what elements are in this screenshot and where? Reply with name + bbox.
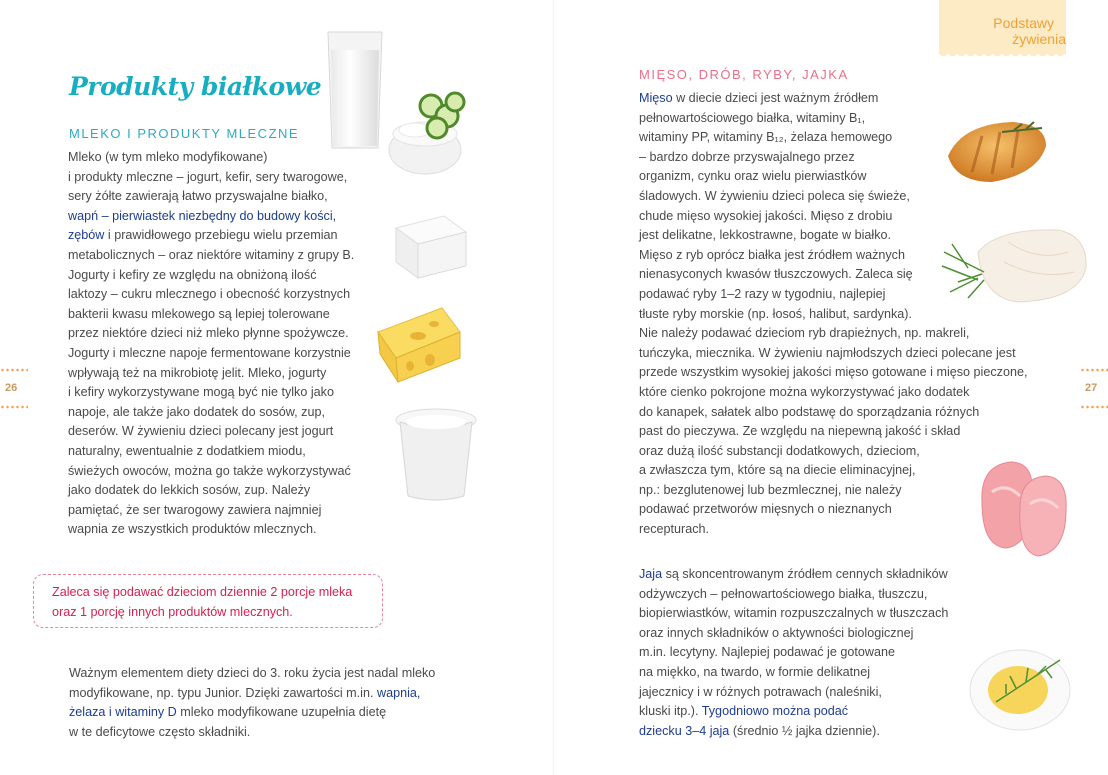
body-text: chude mięso wysokiej jakości. Mięso z drobiu xyxy=(639,208,893,223)
body-text: np.: bezglutenowej lub bezmlecznej, nie należy xyxy=(639,482,902,497)
body-text: jest delikatne, lekkostrawne, bogate w białko. xyxy=(639,228,892,243)
text-line xyxy=(68,207,354,227)
chapter-tab-scallop xyxy=(939,52,1066,61)
body-text: oraz innych składników o aktywności biologicznej xyxy=(639,625,914,640)
body-text: witaminy PP, witaminy B₁₂, żelaza hemowego xyxy=(639,130,893,145)
text-line xyxy=(639,383,1027,403)
body-text: – bardzo dobrze przyswajalnego przez xyxy=(639,149,855,164)
right-page xyxy=(554,0,1108,775)
eggs-paragraph xyxy=(639,565,948,741)
body-text: które cienko pokrojone można wykorzystywać jako dodatek xyxy=(639,384,970,399)
body-text: sery żółte zawierają łatwo przyswajalne białko, xyxy=(68,189,328,204)
body-text: laktozy – cukru mlecznego i obecność korzystnych xyxy=(68,287,351,302)
feta-cheese-icon xyxy=(390,210,470,282)
text-line xyxy=(68,422,354,442)
body-text: i prawidłowego przebiegu wielu przemian xyxy=(104,228,338,243)
text-line xyxy=(68,344,354,364)
text-line xyxy=(68,168,354,188)
ham-slices-icon xyxy=(972,452,1072,562)
text-line xyxy=(639,585,948,605)
text-line xyxy=(639,604,948,624)
text-line xyxy=(69,684,435,704)
page-dots-top xyxy=(0,368,28,372)
text-line xyxy=(68,403,354,423)
text-line xyxy=(639,422,1027,442)
text-line xyxy=(639,722,948,742)
text-line xyxy=(639,461,1027,481)
recommendation-callout xyxy=(33,574,383,628)
body-text: m.in. lecytyny. Najlepiej podawać je gotowane xyxy=(639,645,895,660)
highlight-text: dziecku 3–4 jaja xyxy=(639,723,730,738)
page-dots-bottom xyxy=(1080,405,1108,409)
text-line xyxy=(639,344,1027,364)
page-number-right: 27 xyxy=(1085,382,1098,394)
body-text: naturalny, ewentualnie z dodatkiem miodu, xyxy=(68,443,306,458)
text-line xyxy=(68,383,354,403)
body-text: wapnia ze wszystkich produktów mlecznych. xyxy=(68,522,317,537)
page-dots-top xyxy=(1080,368,1108,372)
text-line xyxy=(639,624,948,644)
text-line xyxy=(69,723,435,743)
cheese-wedge-icon xyxy=(372,302,464,388)
body-text: Ważnym elementem diety dzieci do 3. roku życia jest nadal mleko xyxy=(69,666,436,680)
body-text: Mleko (w tym mleko modyfikowane) xyxy=(68,150,268,164)
text-line xyxy=(639,683,948,703)
text-line xyxy=(639,403,1027,423)
boiled-egg-icon xyxy=(966,642,1072,734)
text-line xyxy=(68,187,354,207)
text-line xyxy=(68,501,354,521)
body-text: Jogurty i mleczne napoje fermentowane korzystnie xyxy=(68,345,351,360)
body-text: i produkty mleczne – jogurt, kefir, sery twarogowe, xyxy=(68,169,348,184)
body-text: napoje, ale także jako dodatek do sosów, zup, xyxy=(68,404,325,419)
body-text: organizm, cynku oraz wielu pierwiastków xyxy=(639,169,867,184)
text-line xyxy=(68,266,354,286)
chapter-tab-label-line1: Podstawy xyxy=(993,15,1054,31)
callout-line: Zaleca się podawać dzieciom dziennie 2 porcje mleka xyxy=(52,585,353,599)
body-text: kluski itp.). xyxy=(639,704,702,719)
body-text: bakterii kwasu mlekowego są lepiej tolerowane xyxy=(68,306,330,321)
body-text: tuńczyka, miecznika. W żywieniu najmłodszych dzieci polecane jest xyxy=(639,345,1016,360)
callout-line: oraz 1 porcję innych produktów mlecznych. xyxy=(52,604,293,619)
highlight-text: Jaja xyxy=(639,567,663,581)
text-line xyxy=(639,442,1027,462)
body-text: w diecie dzieci jest ważnym źródłem xyxy=(672,91,879,105)
body-text: przede wszystkim wysokiej jakości mięso gotowane i mięso pieczone, xyxy=(639,365,1028,380)
body-text: i kefiry wykorzystywane mogą być nie tylko jako xyxy=(68,385,334,400)
chapter-tab-label-line2: żywienia xyxy=(1012,31,1066,47)
highlight-text: wapnia, xyxy=(376,685,421,700)
page-title: Produkty białkowe xyxy=(69,72,322,101)
text-line xyxy=(68,324,354,344)
callout-text xyxy=(52,583,352,622)
text-line xyxy=(639,500,1027,520)
text-line xyxy=(639,702,948,722)
text-line xyxy=(639,565,948,585)
body-text: deserów. W żywieniu dzieci polecany jest jogurt xyxy=(68,424,334,439)
text-line xyxy=(68,148,354,168)
text-line xyxy=(639,89,1027,109)
page-dots-bottom xyxy=(0,405,28,409)
highlight-text: żelaza i witaminy D xyxy=(69,705,177,720)
highlight-text: zębów xyxy=(68,228,105,243)
section-heading-meat: MIĘSO, DRÓB, RYBY, JAJKA xyxy=(639,67,849,82)
body-text: oraz dużą ilość substancji dodatkowych, dzieciom, xyxy=(639,443,920,458)
body-text: odżywczych – pełnowartościowego białka, tłuszczu, xyxy=(639,586,928,601)
body-text: nienasyconych kwasów tłuszczowych. Zaleca się xyxy=(639,267,913,282)
text-line xyxy=(68,442,354,462)
body-text: modyfikowane, np. typu Junior. Dzięki zawartości m.in. xyxy=(69,685,377,700)
body-text: biopierwiastków, witamin rozpuszczalnych w tłuszczach xyxy=(639,606,949,621)
text-line xyxy=(68,520,354,540)
chicken-breast-icon xyxy=(942,112,1052,192)
body-text: podawać przetworów mięsnych o nieznanych xyxy=(639,502,892,517)
body-text: Nie należy podawać dzieciom ryb drapieżnych, np. makreli, xyxy=(639,326,970,341)
text-line xyxy=(639,520,1027,540)
body-text: są skoncentrowanym źródłem cennych składników xyxy=(662,567,948,581)
body-text: wpływają też na mikrobiotę jelit. Mleko, jogurty xyxy=(68,365,327,380)
text-line xyxy=(68,305,354,325)
text-line xyxy=(68,462,354,482)
body-text: jako dodatek do lekkich sosów, zup. Należy xyxy=(68,483,311,498)
highlight-text: Mięso xyxy=(639,91,673,105)
text-line xyxy=(639,663,948,683)
body-text: na miękko, na twardo, w formie delikatnej xyxy=(639,664,870,679)
body-text: tłuste ryby morskie (np. łosoś, halibut, sardynka). xyxy=(639,306,912,321)
body-text: (średnio ½ jajka dziennie). xyxy=(729,723,880,738)
body-text: a zwłaszcza tym, które są na diecie eliminacyjnej, xyxy=(639,463,916,478)
body-text: śladowych. W żywieniu dzieci poleca się świeże, xyxy=(639,188,910,203)
formula-milk-paragraph xyxy=(69,664,435,742)
text-line xyxy=(69,703,435,723)
body-text: świeżych owoców, można go także wykorzystywać xyxy=(68,463,351,478)
milk-glass-icon xyxy=(324,30,386,152)
body-text: pełnowartościowego białka, witaminy B₁, xyxy=(639,110,866,125)
body-text: recepturach. xyxy=(639,522,710,537)
dairy-paragraph xyxy=(68,148,354,540)
text-line xyxy=(68,246,354,266)
text-line xyxy=(639,481,1027,501)
text-line xyxy=(639,643,948,663)
section-heading-dairy: MLEKO I PRODUKTY MLECZNE xyxy=(69,126,300,141)
body-text: metabolicznych – oraz niektóre witaminy z grupy B. xyxy=(68,247,355,262)
body-text: w te deficytowe często składniki. xyxy=(69,724,251,739)
body-text: jajecznicy i w różnych potrawach (naleśniki, xyxy=(639,684,882,699)
body-text: podawać ryby 1–2 razy w tygodniu, najlepiej xyxy=(639,286,886,301)
body-text: przez niektóre dzieci niż mleko płynne spożywcze. xyxy=(68,326,349,341)
cucumber-cottage-cheese-icon xyxy=(385,90,477,178)
text-line xyxy=(639,324,1027,344)
text-line xyxy=(68,285,354,305)
body-text: mleko modyfikowane uzupełnia dietę xyxy=(176,705,387,720)
text-line xyxy=(68,226,354,246)
body-text: past do pieczywa. Ze względu na niepewną jakość i skład xyxy=(639,424,961,439)
text-line xyxy=(639,363,1027,383)
text-line xyxy=(68,481,354,501)
body-text: pamiętać, że ser twarogowy zawiera najmniej xyxy=(68,502,322,517)
highlight-text: wapń – pierwiastek niezbędny do budowy kości, xyxy=(68,208,337,223)
fish-fillet-icon xyxy=(938,222,1090,308)
body-text: Jogurty i kefiry ze względu na obniżoną ilość xyxy=(68,267,317,282)
text-line xyxy=(68,364,354,384)
body-text: do kanapek, sałatek albo podstawę do sporządzania różnych xyxy=(639,404,980,419)
highlight-text: Tygodniowo można podać xyxy=(701,704,849,719)
yogurt-cup-icon xyxy=(394,406,478,504)
body-text: Mięso z ryb oprócz białka jest źródłem ważnych xyxy=(639,247,905,262)
page-number-left: 26 xyxy=(5,382,18,394)
text-line xyxy=(69,664,435,684)
